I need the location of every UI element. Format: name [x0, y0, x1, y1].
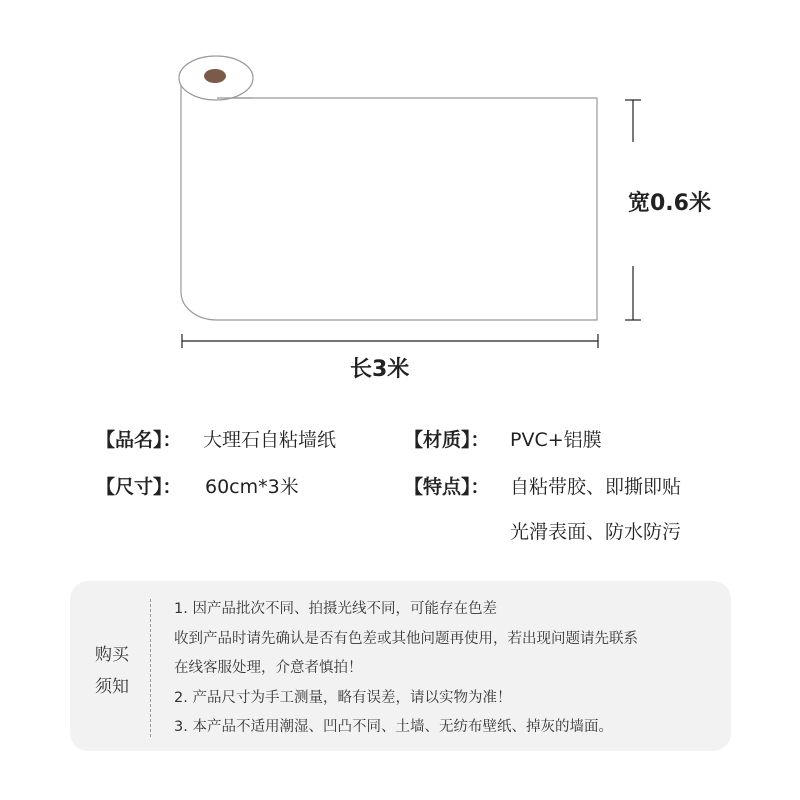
spec-feature-value-2: 光滑表面、防水防污 — [510, 521, 682, 543]
notice-title-line2: 须知 — [95, 677, 129, 697]
width-label: 宽0.6米 — [628, 191, 711, 216]
spec-name-key: 【品名】： — [96, 429, 182, 451]
notice-lines — [174, 595, 638, 743]
spec-name-value: 大理石自粘墙纸 — [203, 429, 337, 451]
notice-line: 收到产品时请先确认是否有色差或其他问题再使用，若出现问题请先联系 — [174, 630, 638, 647]
notice-line: 3. 本产品不适用潮湿、凹凸不同、土墙、无纺布壁纸、掉灰的墙面。 — [174, 719, 613, 735]
spec-feature-key: 【特点】： — [404, 476, 490, 498]
spec-size-value: 60cm*3米 — [205, 476, 299, 498]
notice-title-line1: 购买 — [95, 645, 129, 665]
length-dimension-line — [182, 334, 598, 348]
spec-size-key: 【尺寸】： — [96, 476, 182, 498]
notice-title — [92, 639, 132, 703]
notice-line: 在线客服处理，介意者慎拍！ — [174, 660, 363, 676]
purchase-notice — [70, 581, 731, 751]
wallpaper-sheet — [181, 80, 597, 320]
spec-feature-value-1: 自粘带胶、即撕即贴 — [510, 476, 682, 498]
length-label: 长3米 — [350, 357, 410, 382]
spec-material-key: 【材质】： — [404, 429, 490, 451]
roll-core-icon — [204, 69, 226, 83]
notice-line: 1. 因产品批次不同、拍摄光线不同，可能存在色差 — [174, 601, 497, 617]
notice-line: 2. 产品尺寸为手工测量，略有误差，请以实物为准！ — [174, 689, 512, 706]
notice-divider — [150, 599, 151, 737]
spec-material-value: PVC+铝膜 — [510, 429, 602, 451]
